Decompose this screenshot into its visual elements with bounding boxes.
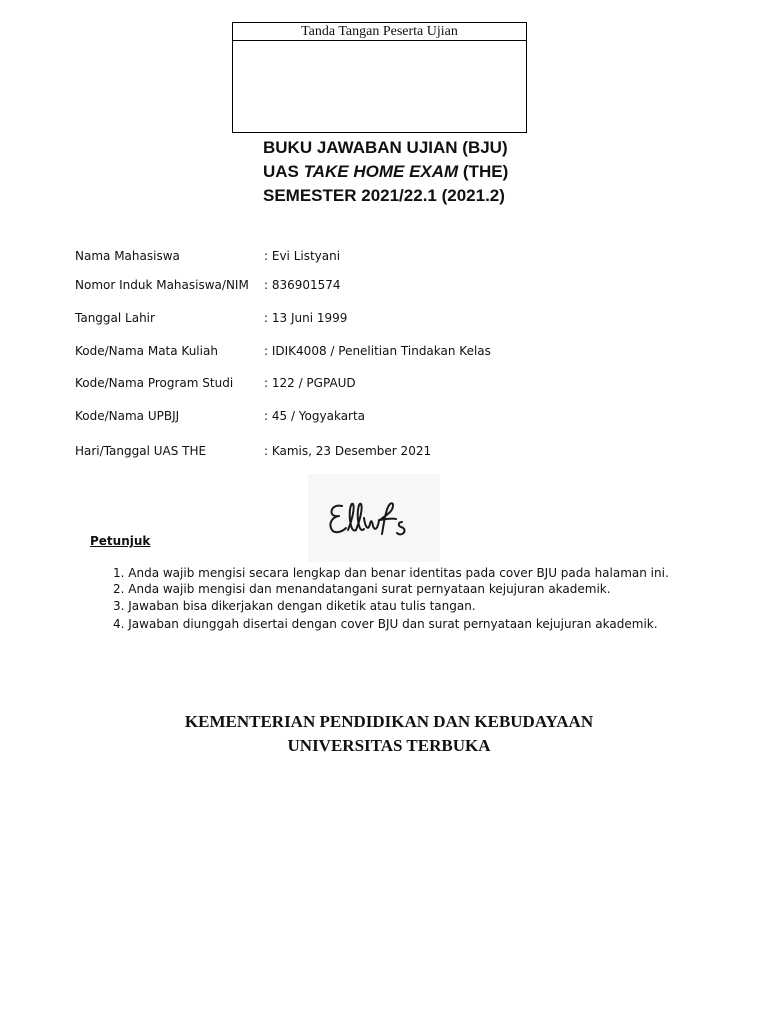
instruction-item: 3. Jawaban bisa dikerjakan dengan diketik atau tulis tangan. xyxy=(113,599,476,613)
label-upbjj: Kode/Nama UPBJJ xyxy=(75,409,180,423)
signature-drawing xyxy=(308,474,440,562)
value-mata-kuliah: : IDIK4008 / Penelitian Tindakan Kelas xyxy=(264,344,491,358)
label-tanggal-lahir: Tanggal Lahir xyxy=(75,311,155,325)
value-upbjj: : 45 / Yogyakarta xyxy=(264,409,366,423)
value-nama: : Evi Listyani xyxy=(264,249,341,263)
signature-box xyxy=(232,22,527,133)
label-program-studi: Kode/Nama Program Studi xyxy=(75,376,234,390)
footer-university: UNIVERSITAS TERBUKA xyxy=(287,736,491,755)
signature-image xyxy=(308,474,440,562)
title-line-2-prefix: UAS xyxy=(263,162,304,181)
value-tanggal-uas: : Kamis, 23 Desember 2021 xyxy=(264,444,432,458)
footer-ministry: KEMENTERIAN PENDIDIKAN DAN KEBUDAYAAN xyxy=(184,712,594,731)
value-nim: : 836901574 xyxy=(264,278,341,292)
title-line-1: BUKU JAWABAN UJIAN (BJU) xyxy=(263,138,508,157)
label-mata-kuliah: Kode/Nama Mata Kuliah xyxy=(75,344,218,358)
title-line-3: SEMESTER 2021/22.1 (2021.2) xyxy=(263,186,505,205)
label-tanggal-uas: Hari/Tanggal UAS THE xyxy=(75,444,207,458)
instruction-item: 2. Anda wajib mengisi dan menandatangani surat pernyataan kejujuran akademik. xyxy=(113,582,611,596)
label-nim: Nomor Induk Mahasiswa/NIM xyxy=(75,278,249,292)
title-line-2-italic: TAKE HOME EXAM xyxy=(303,162,459,181)
instruction-item: 1. Anda wajib mengisi secara lengkap dan benar identitas pada cover BJU pada halaman ini. xyxy=(113,566,669,580)
instruction-item: 4. Jawaban diunggah disertai dengan cover BJU dan surat pernyataan kejujuran akademik. xyxy=(113,617,658,631)
value-program-studi: : 122 / PGPAUD xyxy=(264,376,356,390)
label-nama: Nama Mahasiswa xyxy=(75,249,180,263)
title-line-2 xyxy=(263,160,508,184)
petunjuk-heading: Petunjuk xyxy=(90,534,151,548)
value-tanggal-lahir: : 13 Juni 1999 xyxy=(264,311,348,325)
document-title xyxy=(263,136,508,208)
signature-box-label: Tanda Tangan Peserta Ujian xyxy=(233,23,526,41)
title-line-2-suffix: (THE) xyxy=(458,162,509,181)
